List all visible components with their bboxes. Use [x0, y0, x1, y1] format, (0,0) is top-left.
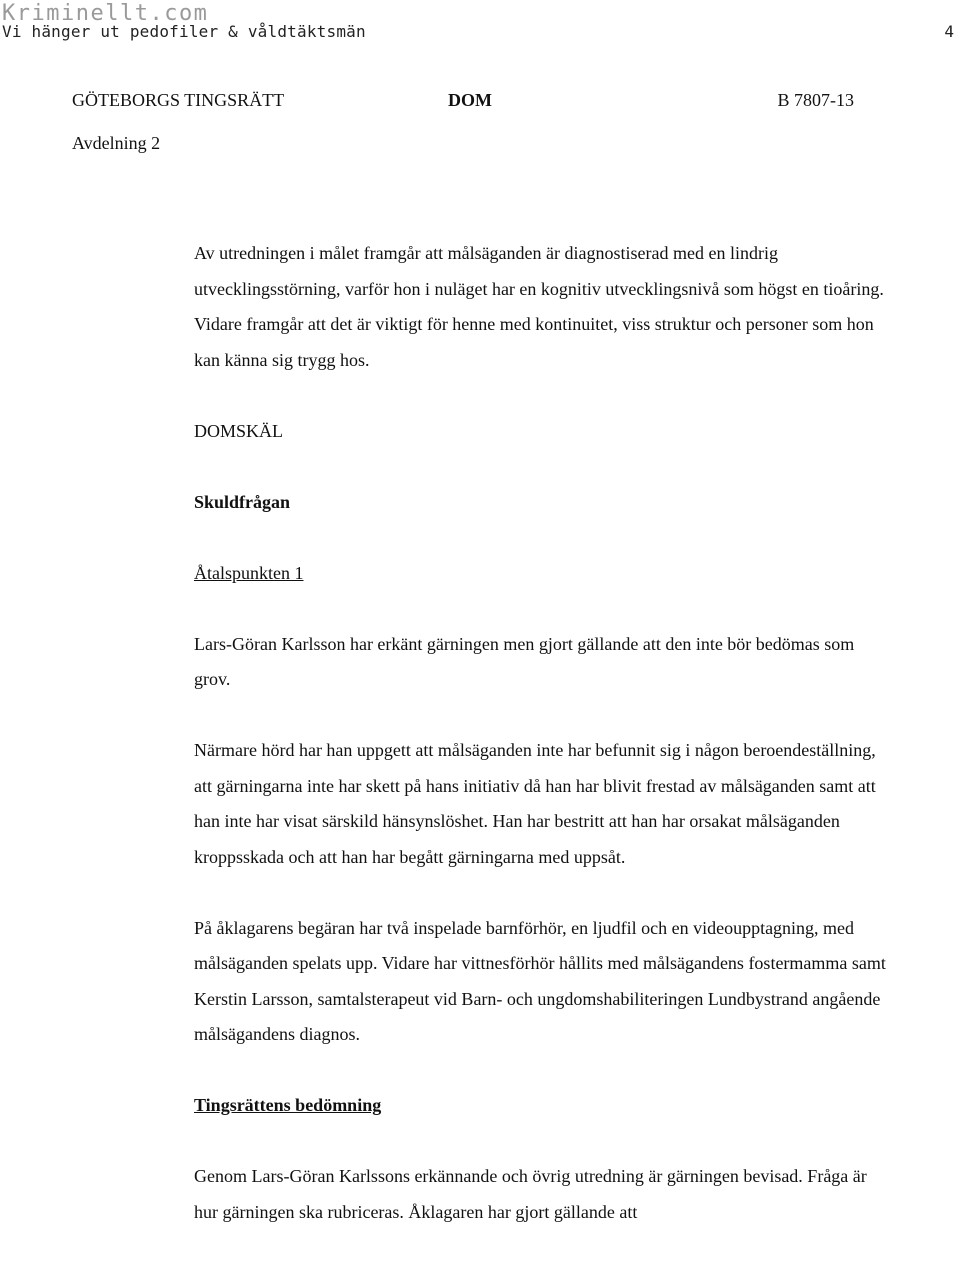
intro-paragraph: Av utredningen i målet framgår att målsäganden är diagnostiserad med en lindrig utvecklingsstörning, varför hon i nuläget har en kognitiv utvecklingsnivå som högst en tioåring. Vidare framgår att det är viktigt för henne med kontinuitet, viss struktur och personer som hon kan känna sig trygg hos. [194, 243, 884, 370]
heading-atalspunkten: Åtalspunkten 1 [194, 562, 304, 583]
case-number: B 7807-13 [777, 90, 854, 110]
heading-skuldfragan: Skuldfrågan [194, 491, 291, 512]
document-body [194, 236, 894, 1266]
heading-domskal: DOMSKÄL [194, 420, 284, 441]
page-number: 4 [944, 22, 954, 41]
document-type: DOM [448, 90, 492, 110]
heading-bedomning: Tingsrättens bedömning [194, 1095, 382, 1115]
paragraph-bedomning: Genom Lars-Göran Karlssons erkännande och övrig utredning är gärningen bevisad. Fråga är hur gärningen ska rubriceras. Åklagaren har gjort gällande att [194, 1166, 867, 1222]
site-tagline: Vi hänger ut pedofiler & våldtäktsmän [2, 22, 366, 41]
document-header [72, 90, 854, 114]
paragraph-erkannande: Lars-Göran Karlsson har erkänt gärningen men gjort gällande att den inte bör bedömas som grov. [194, 633, 855, 689]
site-name: Kriminellt.com [2, 1, 209, 26]
paragraph-uppgifter: Närmare hörd har han uppgett att målsäganden inte har befunnit sig i någon beroendeställning, att gärningarna inte har skett på hans initiativ då han har blivit frestad av målsäganden samt att han inte har visat särskild hänsynslöshet. Han har bestritt att han har orsakat målsäganden kroppsskada och att han har begått gärningarna med uppsåt. [194, 740, 876, 867]
division-label: Avdelning 2 [72, 133, 161, 153]
court-name: GÖTEBORGS TINGSRÄTT [72, 90, 285, 110]
paragraph-bevisning: På åklagarens begäran har två inspelade barnförhör, en ljudfil och en videoupptagning, med målsäganden spelats upp. Vidare har vittnesförhör hållits med målsägandens fostermamma samt Kerstin Larsson, samtalsterapeut vid Barn- och ungdomshabiliteringen Lundbystrand angående målsägandens diagnos. [194, 917, 886, 1044]
